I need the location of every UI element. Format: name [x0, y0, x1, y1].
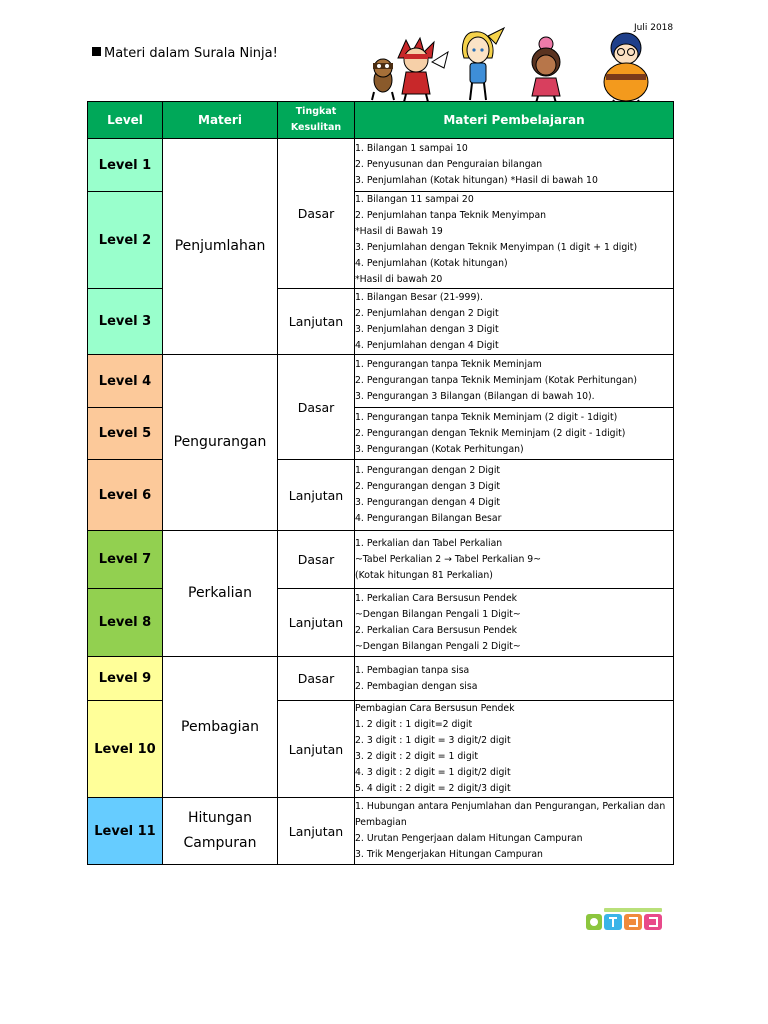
ninja-characters-illustration: [368, 18, 668, 104]
header-tingkat-kesulitan: Tingkat Kesulitan: [278, 102, 355, 139]
detail-line: 3. Penjumlahan (Kotak hitungan) *Hasil di bawah 10: [355, 175, 598, 186]
detail-line: 3. Penjumlahan dengan 3 Digit: [355, 323, 499, 335]
level-cell: Level 3: [88, 289, 163, 355]
surala-logo: [586, 907, 664, 933]
tingkat-lanjutan: Lanjutan: [278, 589, 355, 657]
detail-cell: [355, 657, 674, 701]
detail-cell: [355, 289, 674, 355]
detail-cell: [355, 355, 674, 408]
page-title-text: Materi dalam Surala Ninja!: [104, 46, 278, 61]
detail-line: 1. Bilangan 11 sampai 20: [355, 194, 474, 205]
level-cell: Level 7: [88, 531, 163, 589]
detail-line: 1. Perkalian dan Tabel Perkalian: [355, 537, 503, 549]
detail-line: ~Dengan Bilangan Pengali 2 Digit~: [355, 640, 521, 652]
detail-line: *Hasil di bawah 20: [355, 274, 443, 285]
table-row: [88, 798, 674, 865]
detail-line: 1. 2 digit : 1 digit=2 digit: [355, 719, 473, 730]
detail-cell: [355, 798, 674, 865]
tingkat-dasar: Dasar: [278, 657, 355, 701]
header-level: Level: [88, 102, 163, 139]
date-label: Juli 2018: [634, 23, 674, 33]
detail-line: *Hasil di Bawah 19: [355, 226, 443, 237]
detail-line: Pembagian Cara Bersusun Pendek: [355, 703, 515, 714]
square-bullet-icon: [92, 47, 101, 56]
detail-line: 1. Bilangan Besar (21-999).: [355, 291, 483, 303]
detail-line: 3. Trik Mengerjakan Hitungan Campuran: [355, 849, 543, 860]
tingkat-dasar: Dasar: [278, 531, 355, 589]
table-row: [88, 355, 674, 408]
materi-perkalian: Perkalian: [163, 531, 278, 657]
level-cell: Level 9: [88, 657, 163, 701]
detail-line: 2. Pengurangan dengan 3 Digit: [355, 481, 501, 492]
detail-line: 2. Urutan Pengerjaan dalam Hitungan Campuran: [355, 833, 583, 844]
detail-line: 3. Pengurangan dengan 4 Digit: [355, 497, 501, 508]
header-materi: Materi: [163, 102, 278, 139]
tingkat-lanjutan: Lanjutan: [278, 289, 355, 355]
detail-line: 3. 2 digit : 2 digit = 1 digit: [355, 751, 479, 762]
detail-line: 2. 3 digit : 1 digit = 3 digit/2 digit: [355, 735, 511, 746]
detail-cell: [355, 460, 674, 531]
detail-line: 1. Pengurangan tanpa Teknik Meminjam: [355, 359, 542, 370]
detail-line: 3. Penjumlahan dengan Teknik Menyimpan (1 digit + 1 digit): [355, 242, 638, 253]
materi-penjumlahan: Penjumlahan: [163, 139, 278, 355]
level-cell: Level 11: [88, 798, 163, 865]
level-cell: Level 1: [88, 139, 163, 192]
level-cell: Level 5: [88, 408, 163, 460]
detail-line: 3. Pengurangan (Kotak Perhitungan): [355, 443, 524, 455]
detail-cell: [355, 192, 674, 289]
detail-line: 2. Pengurangan tanpa Teknik Meminjam (Kotak Perhitungan): [355, 375, 638, 386]
curriculum-table: [87, 101, 674, 865]
detail-line: 2. Perkalian Cara Bersusun Pendek: [355, 624, 518, 636]
detail-line: 2. Penjumlahan dengan 2 Digit: [355, 307, 499, 319]
materi-hitungan-campuran: Hitungan Campuran: [163, 798, 278, 865]
detail-line: 4. Penjumlahan dengan 4 Digit: [355, 339, 499, 351]
detail-line: 5. 4 digit : 2 digit = 2 digit/3 digit: [355, 783, 511, 794]
level-cell: Level 4: [88, 355, 163, 408]
detail-line: 1. Pengurangan dengan 2 Digit: [355, 465, 501, 476]
detail-line: ~Dengan Bilangan Pengali 1 Digit~: [355, 608, 521, 620]
detail-line: 1. Pengurangan tanpa Teknik Meminjam (2 digit - 1digit): [355, 411, 618, 423]
detail-cell: [355, 531, 674, 589]
tingkat-lanjutan: Lanjutan: [278, 798, 355, 865]
detail-line: 2. Pembagian dengan sisa: [355, 680, 478, 692]
tingkat-lanjutan: Lanjutan: [278, 701, 355, 798]
level-cell: Level 6: [88, 460, 163, 531]
tingkat-dasar: Dasar: [278, 355, 355, 460]
detail-line: 4. 3 digit : 2 digit = 1 digit/2 digit: [355, 767, 511, 778]
detail-line: 3. Pengurangan 3 Bilangan (Bilangan di bawah 10).: [355, 391, 595, 402]
page-title: [92, 46, 278, 61]
detail-line: 1. Bilangan 1 sampai 10: [355, 143, 468, 154]
detail-cell: [355, 139, 674, 192]
detail-line: (Kotak hitungan 81 Perkalian): [355, 569, 493, 581]
detail-line: 1. Hubungan antara Penjumlahan dan Pengurangan, Perkalian dan: [355, 801, 666, 812]
table-row: [88, 531, 674, 589]
materi-pengurangan: Pengurangan: [163, 355, 278, 531]
tingkat-lanjutan: Lanjutan: [278, 460, 355, 531]
detail-line: ~Tabel Perkalian 2 → Tabel Perkalian 9~: [355, 553, 541, 565]
table-row: [88, 657, 674, 701]
detail-line: 1. Perkalian Cara Bersusun Pendek: [355, 592, 518, 604]
detail-line: 4. Pengurangan Bilangan Besar: [355, 513, 502, 524]
table-row: [88, 139, 674, 192]
level-cell: Level 10: [88, 701, 163, 798]
header-materi-pembelajaran: Materi Pembelajaran: [355, 102, 674, 139]
level-cell: Level 2: [88, 192, 163, 289]
level-cell: Level 8: [88, 589, 163, 657]
tingkat-dasar: Dasar: [278, 139, 355, 289]
materi-pembagian: Pembagian: [163, 657, 278, 798]
detail-cell: [355, 589, 674, 657]
detail-line: 2. Penyusunan dan Penguraian bilangan: [355, 159, 543, 170]
table-header-row: [88, 102, 674, 139]
detail-line: 2. Pengurangan dengan Teknik Meminjam (2 digit - 1digit): [355, 427, 626, 439]
detail-line: 2. Penjumlahan tanpa Teknik Menyimpan: [355, 210, 547, 221]
detail-line: 4. Penjumlahan (Kotak hitungan): [355, 258, 508, 269]
detail-line: Pembagian: [355, 817, 407, 828]
detail-cell: [355, 408, 674, 460]
detail-cell: [355, 701, 674, 798]
detail-line: 1. Pembagian tanpa sisa: [355, 664, 470, 676]
